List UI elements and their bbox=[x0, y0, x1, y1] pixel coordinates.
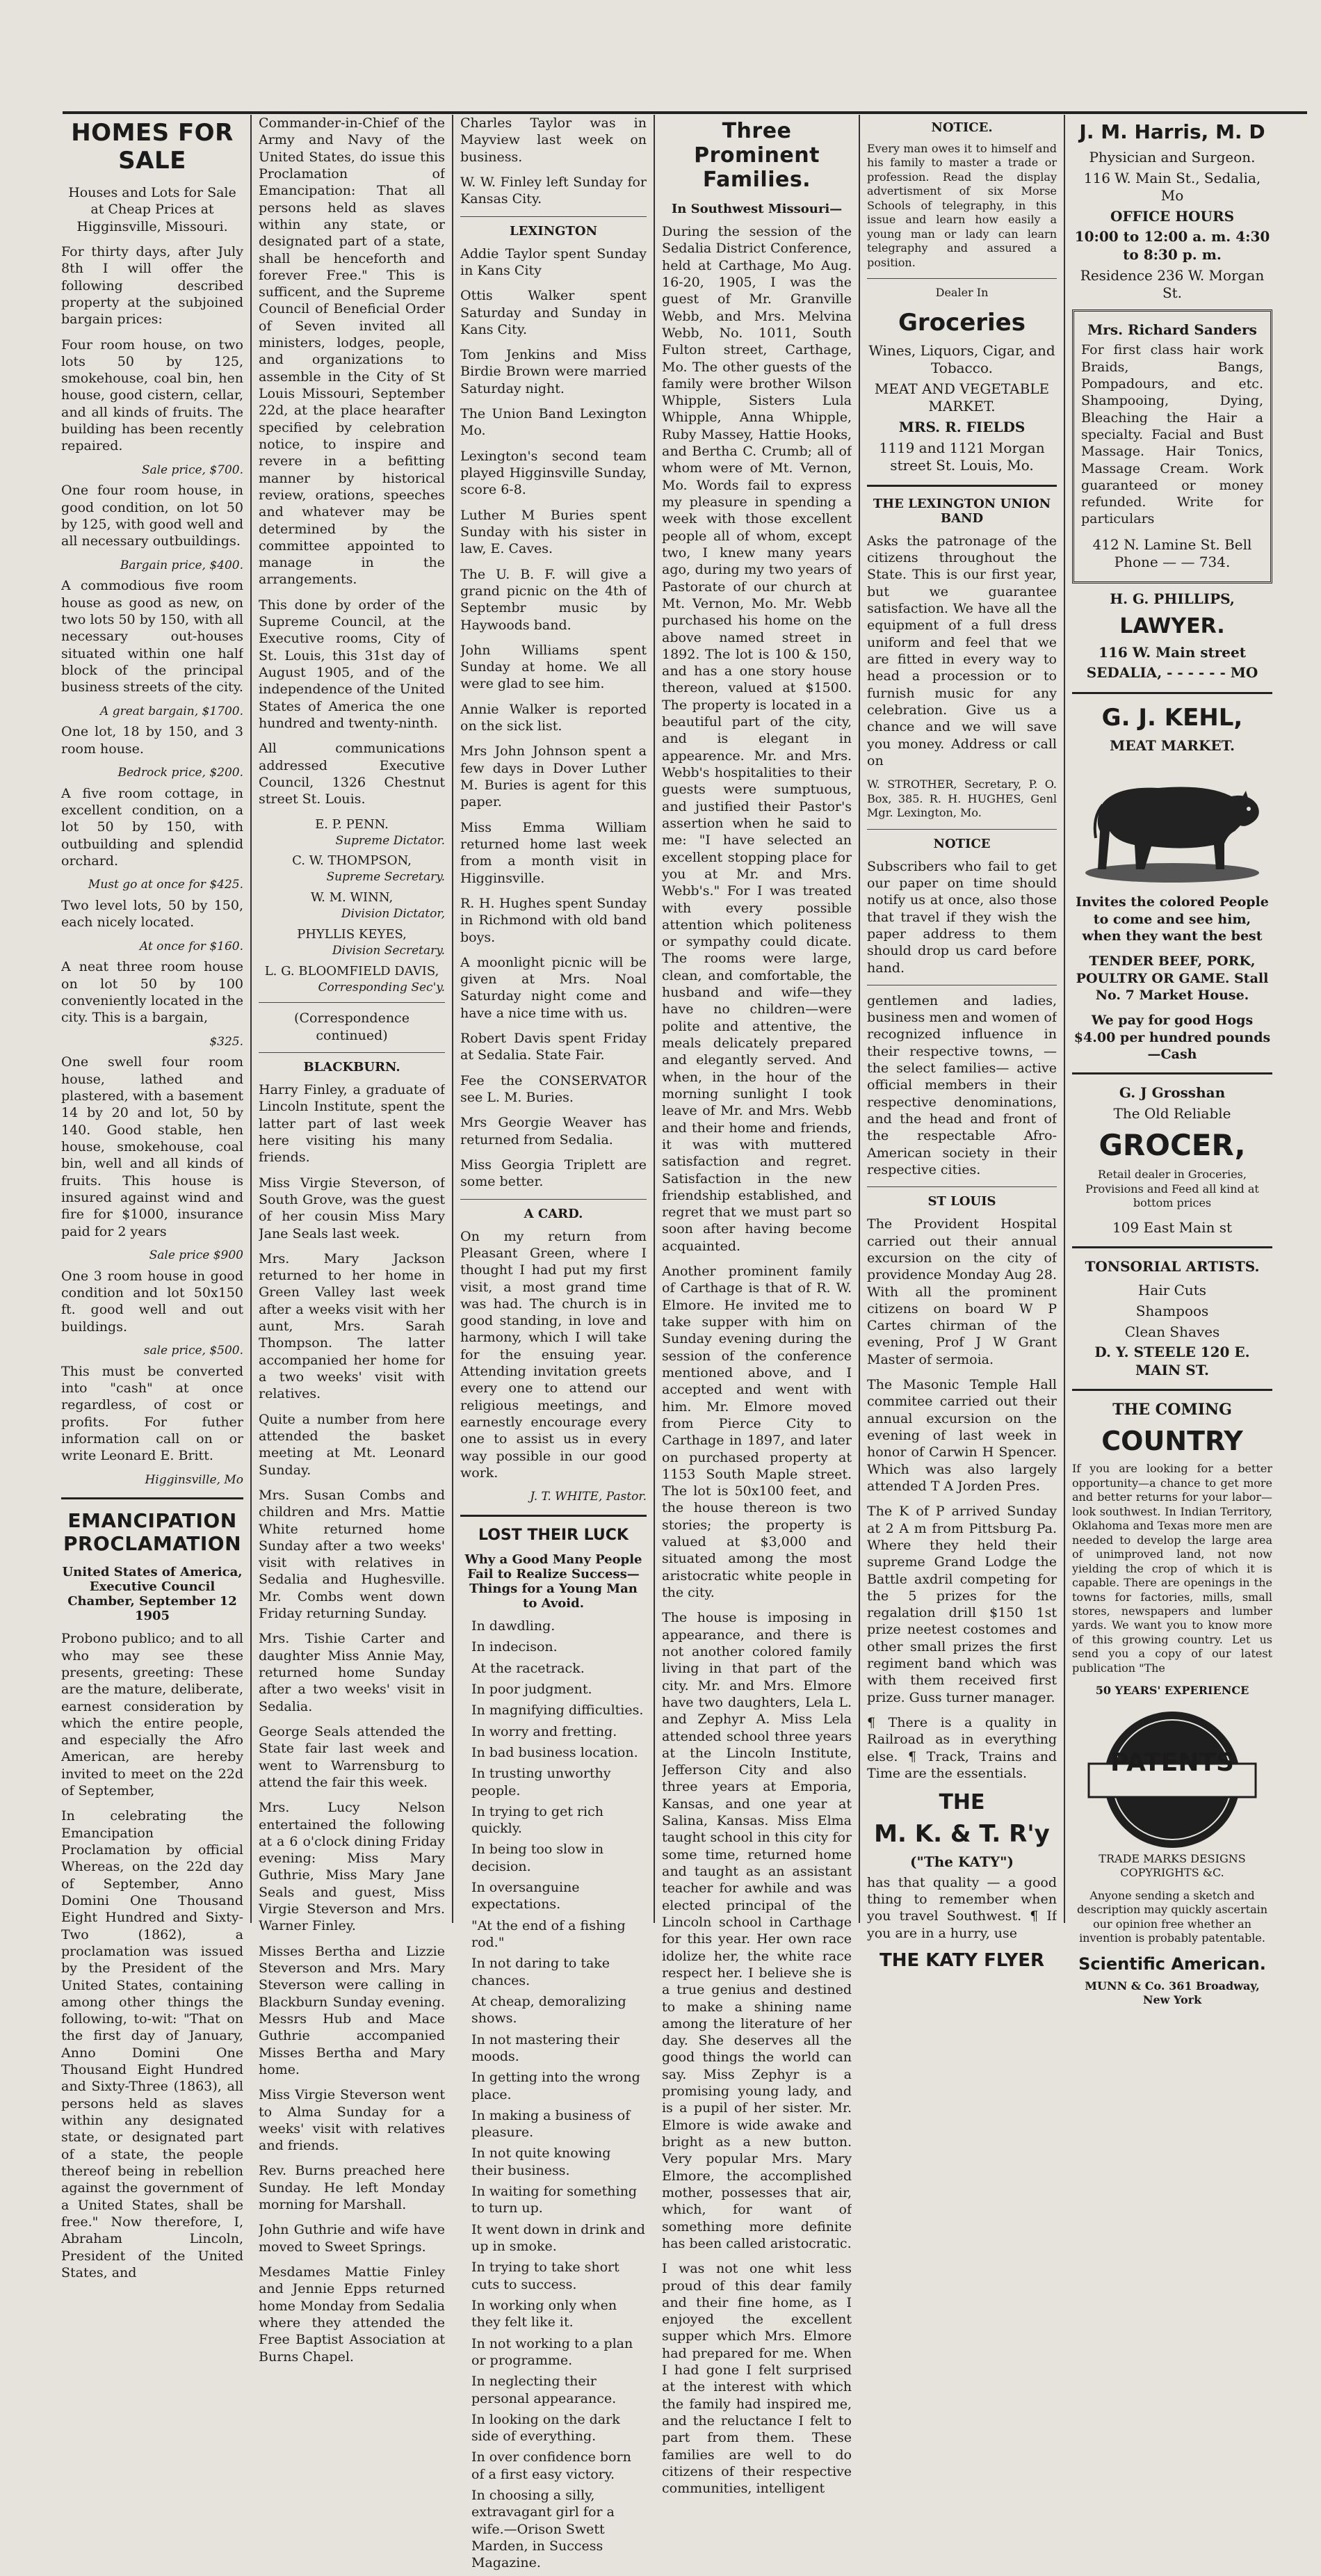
column-rule bbox=[452, 115, 453, 1923]
hair-address: 412 N. Lamine St. Bell Phone — — 734. bbox=[1092, 536, 1252, 571]
card-text: On my return from Pleasant Green, where I thought I had put my first visit, a most grand time was had. The church is in good standing, in love and harmony, which I will take for the ensuing year. Attending invitation greets every one to attend our religious meetings, and earnestly encourage every one to assist us in every way possible in our good work. bbox=[460, 1228, 647, 1481]
blackburn-title: BLACKBURN. bbox=[303, 1060, 400, 1075]
list-item: In looking on the dark side of everything. bbox=[471, 2411, 620, 2445]
list-item: At the racetrack. bbox=[471, 1660, 585, 1676]
listing-text: A commodious five room house as good as new, on two lots 50 by 150, with all necessary out-houses situated within one half block of the principal business streets of the city. bbox=[61, 578, 243, 695]
notice-title: NOTICE bbox=[933, 836, 991, 851]
listing-text: A neat three room house on lot 50 by 100 conveniently located in the city. This is a bargain, bbox=[61, 959, 243, 1026]
list-item: In waiting for something to turn up. bbox=[471, 2184, 637, 2216]
divider bbox=[867, 1186, 1057, 1187]
lawyer-title: LAWYER. bbox=[1119, 613, 1225, 638]
hours: 10:00 to 12:00 a. m. 4:30 to 8:30 p. m. bbox=[1074, 228, 1270, 263]
tonsorial-title: TONSORIAL ARTISTS. bbox=[1085, 1258, 1260, 1275]
news-item: Charles Taylor was in Mayview last week on business. bbox=[460, 115, 647, 165]
divider bbox=[1072, 1389, 1272, 1391]
luck-subtitle: Why a Good Many People Fail to Realize Success—Things for a Young Man to Avoid. bbox=[464, 1552, 642, 1611]
listing-price: Bargain price, $400. bbox=[120, 558, 243, 572]
news-item: Miss Georgia Triplett are some better. bbox=[460, 1157, 647, 1190]
card-title: A CARD. bbox=[524, 1206, 583, 1221]
list-item: In making a business of pleasure. bbox=[471, 2107, 631, 2141]
listing bbox=[61, 482, 243, 573]
news-item: Rev. Burns preached here Sunday. He left Monday morning for Marshall. bbox=[259, 2163, 445, 2213]
tonsorial-item: Shampoos bbox=[1135, 1302, 1209, 1319]
signer-title: Supreme Dictator. bbox=[335, 833, 445, 848]
article-paragraph: Another prominent family of Carthage is that of R. W. Elmore. He invited me to take supper with him on Sunday evening during the session of the conference mentioned above, and I accepted and went with him. Mr. Elmore moved from Pierce City to Carthage in 1897, and later on purchased property at 1153 South Maple street. The lot is 50x100 feet, and the house thereon is two stories; the property is valued at $3,000 and situated among the most aristocratic white people in the city. bbox=[662, 1264, 852, 1600]
hours-title: OFFICE HOURS bbox=[1110, 207, 1235, 225]
divider bbox=[1072, 1072, 1272, 1074]
grocer-address: 109 East Main st bbox=[1112, 1218, 1233, 1236]
list-item: In trying to get rich quickly. bbox=[471, 1803, 603, 1837]
listing bbox=[61, 897, 243, 954]
list-item: In over confidence born of a first easy victory. bbox=[471, 2449, 631, 2482]
news-item: John Williams spent Sunday at home. We all were glad to see him. bbox=[460, 642, 647, 692]
luck-list bbox=[460, 1618, 647, 2572]
divider bbox=[259, 1052, 445, 1053]
munn-address: MUNN & Co. 361 Broadway, New York bbox=[1085, 1979, 1260, 2007]
country-heading: COUNTRY bbox=[1101, 1426, 1243, 1457]
listing-text: One 3 room house in good condition and lot 50x150 ft. good well and out buildings. bbox=[61, 1268, 243, 1335]
news-item: Lexington's second team played Higginsville Sunday, score 6-8. bbox=[460, 448, 647, 498]
grocery-address: 1119 and 1121 Morgan street St. Louis, Mo. bbox=[879, 439, 1045, 474]
list-item: In poor judgment. bbox=[471, 1681, 592, 1697]
mkt-the: THE bbox=[939, 1790, 985, 1815]
news-item: The Provident Hospital carried out their annual excursion on the city of providence Monday Aug 28. With all the prominent citizens on board W P Cartes chirman of the evening, Prof J W Grant Master of sermoia. bbox=[867, 1216, 1057, 1367]
news-item: Harry Finley, a graduate of Lincoln Institute, spent the latter part of last week here visiting his many friends. bbox=[259, 1082, 445, 1166]
notice-title: NOTICE. bbox=[931, 120, 993, 135]
signer bbox=[259, 816, 445, 849]
divider bbox=[61, 1497, 243, 1499]
signer-title: Division Dictator, bbox=[341, 907, 445, 921]
list-item: "At the end of a fishing rod." bbox=[471, 1917, 626, 1950]
news-item: Tom Jenkins and Miss Birdie Brown were married Saturday night. bbox=[460, 347, 647, 396]
signer-title: Supreme Secretary. bbox=[326, 870, 445, 885]
grocer-heading: GROCER, bbox=[1099, 1128, 1246, 1163]
news-item: Miss Virgie Steverson, of South Grove, was the guest of her cousin Miss Mary Jane Seals last week. bbox=[259, 1175, 445, 1241]
list-item: In choosing a silly, extravagant girl for a wife.—Orison Swett Marden, in Success Magazine. bbox=[471, 2488, 615, 2571]
mkt-railway: M. K. & T. R'y bbox=[874, 1820, 1050, 1849]
emancipation-title: EMANCIPATION PROCLAMATION bbox=[63, 1509, 242, 1556]
grocery-owner: MRS. R. FIELDS bbox=[898, 419, 1026, 436]
column-lexington bbox=[460, 115, 647, 2576]
news-item: Mrs. Lucy Nelson entertained the following at a 6 o'clock dining Friday evening: Miss Mary Guthrie, Miss Mary Jane Seals and guest, Miss Virgie Steverson and Mrs. Warner Finley. bbox=[259, 1800, 445, 1934]
lawyer-name: H. G. PHILLIPS, bbox=[1110, 590, 1235, 607]
list-item: In not mastering their moods. bbox=[471, 2031, 619, 2064]
meat-name: G. J. KEHL, bbox=[1101, 703, 1243, 732]
list-item: In working only when they felt like it. bbox=[471, 2297, 617, 2331]
listing-price: sale price, $500. bbox=[143, 1343, 243, 1358]
homes-note: This must be converted into "cash" at once regardless, of cost or profits. For futher information call on or write Leonard E. Britt. bbox=[61, 1363, 243, 1464]
listing-text: One four room house, in good condition, on lot 50 by 125, with good well and all necessary outbuildings. bbox=[61, 483, 243, 549]
signer-name: L. G. BLOOMFIELD DAVIS, bbox=[264, 963, 439, 979]
list-item: In not quite knowing their business. bbox=[471, 2146, 611, 2178]
article-paragraph: During the session of the Sedalia District Conference, held at Carthage, Mo Aug. 16-20, 1905, I was the guest of Mr. Granville Webb, and Mrs. Melvina Webb, No. 1011, South Fulton street, Carthage, Mo. The other guests of the family were brother Wilson Whipple, Sisters Lula Whipple, Anna Whipple, Ruby Massey, Hattie Hooks, and Bertha C. Crumb; all of whom were of Mt. Vernon, Mo. Words fail to express my pleasure in spending a week with those excellent people all of whom, except two, I knew many years ago, during my two years of Pastorate of our church at Mt. Vernon, Mo. Mr. Webb purchased his home on the above named street in 1892. The lot is 100 & 150, and has a one story house thereon, valued at $1500. The property is located in a beautiful part of the city, and is elegant in appearence. Mr. and Mrs. Webb's hospitalities to their guests were sumptuous, and justified their Pastor's assertion when he said to me: "I have selected an excellent stopping place for you at Mr. and Mrs. Webb's." For I was treated with every possible attention which politeness or sympathy could dicate. The rooms were large, clean, and comfortable, the husband and wife—they have no children—were polite and attentive, the meals delicately prepared and elegantly served. And when, in the hour of the morning sunlight I took leave of Mr. and Mrs. Webb and their home and friends, it was with muttered satisfaction and regret. Satisfaction in the new friendship established, and regret that we must part so soon after having become acquainted. bbox=[662, 224, 852, 1254]
meat-hogs: We pay for good Hogs $4.00 per hundred pounds—Cash bbox=[1073, 1013, 1271, 1062]
proclamation-p2: This done by order of the Supreme Council, at the Executive rooms, City of St. Louis, this 31st day of August 1905, and of the independence of the United States of America the one hundred and twenty-ninth. bbox=[259, 597, 445, 731]
katy-flyer: THE KATY FLYER bbox=[879, 1950, 1045, 1972]
list-item: In dawdling. bbox=[471, 1618, 556, 1634]
proclamation-p1: Commander-in-Chief of the Army and Navy of the United States, do issue this Proclamation of Emancipation: That all persons held as slaves within any state, or designated part of a state, shall be henceforth and forever Free." This is sufficent, and the Supreme Council of Beneficial Order of Seven invited all ministers, lodges, people, and organizations to assemble in the City of St Louis Missouri, September 22d, at the place hearafter specified by celebration notice, to inspire and revere in a befitting manner by historical review, orations, speeches and whatever may be determined by the committee appointed to manage in the arrangements. bbox=[259, 115, 445, 588]
news-item: Robert Davis spent Friday at Sedalia. State Fair. bbox=[460, 1031, 647, 1063]
emancipation-p2: In celebrating the Emancipation Proclamation by official Whereas, on the 22d day of September, Anno Domini One Thousand Eight Hundred and Sixty-Two (1862), a proclamation was issued by the President of the United States, containing among other things the following, to-wit: "That on the first day of January, Anno Domini One Thousand Eight Hundred and Sixty-Three (1863), all persons held as slaves within any designated state, or designated part of a state, the people thereof being in rebellion against the government of a United States, shall be free." Now therefore, I, Abraham Lincoln, President of the United States, and bbox=[61, 1808, 243, 2280]
article-paragraph: The house is imposing in appearance, and there is not another colored family living in that part of the city. Mr. and Mrs. Elmore have two daughters, Lela L. and Zephyr A. Miss Lela attended school three years at the Lincoln Institute, Jefferson City and also three years at Emporia, Kansas, and one year at Salina, Kansas. Miss Elma taught school in this city for some time, returned home and taught as an assistant teacher for awhile and was elected principal of the Lincoln school in Carthage for this year. Her own race idolize her, the white race respect her. I believe she is a true genius and destined to make a shining name among the literature of her day. She deserves all the good things the world can say. Miss Zephyr is a promising young lady, and is a pupil of her sister. Mr. Elmore is wide awake and bright as a new button. Very popular Mrs. Mary Elmore, the accomplished mother, possesses that air, which, for want of something more definite has been called aristocratic. bbox=[662, 1610, 852, 2251]
list-item: In bad business location. bbox=[471, 1744, 638, 1760]
grocery-dealer: Dealer In bbox=[935, 286, 989, 300]
divider bbox=[460, 1515, 647, 1517]
list-item: In worry and fretting. bbox=[471, 1723, 617, 1739]
band-signature: W. STROTHER, Secretary, P. O. Box, 385. R. H. HUGHES, Genl Mgr. Lexington, Mo. bbox=[867, 778, 1057, 820]
listing bbox=[61, 1054, 243, 1263]
listing-text: Two level lots, 50 by 150, each nicely located. bbox=[61, 898, 243, 931]
listing-text: One swell four room house, lathed and plastered, with a basement 14 by 20 and lot, 50 by 140. Good stable, hen house, smokehouse, coal bin, well and all kinds of fruits. This house is insured against wind and fire for $1000, insurance paid for 2 years bbox=[61, 1054, 243, 1239]
list-item: In oversanguine expectations. bbox=[471, 1880, 580, 1913]
grocer-subtitle: The Old Reliable bbox=[1113, 1104, 1231, 1122]
listing bbox=[61, 958, 243, 1049]
list-item: In getting into the wrong place. bbox=[471, 2070, 640, 2102]
news-item: Miss Virgie Steverson went to Alma Sunday for a weeks' visit with relatives and friends. bbox=[259, 2087, 445, 2154]
column-rule bbox=[859, 115, 860, 1923]
listing-price: At once for $160. bbox=[139, 939, 243, 953]
patents-years: 50 YEARS' EXPERIENCE bbox=[1095, 1684, 1249, 1698]
column-ads bbox=[1072, 115, 1272, 2016]
tonsorial-address: D. Y. STEELE 120 E. MAIN ST. bbox=[1094, 1344, 1250, 1378]
signer bbox=[259, 926, 445, 959]
lawyer-city: SEDALIA, - - - - - - MO bbox=[1086, 664, 1258, 682]
band-text: Asks the patronage of the citizens throughout the State. This is our first year, but we guarantee satisfaction. We have all the equipment of a full dress uniform and feel that we are fitted in every way to head a procession or to furnish music for any celebration. Give us a chance and we will save you money. Address or call on bbox=[867, 533, 1057, 768]
news-item: Ottis Walker spent Saturday and Sunday in Kans City. bbox=[460, 288, 647, 337]
list-item: In neglecting their personal appearance. bbox=[471, 2374, 617, 2406]
tonsorial-item: Hair Cuts bbox=[1137, 1282, 1207, 1299]
column-rule bbox=[654, 115, 655, 1923]
doctor-title: Physician and Surgeon. bbox=[1089, 149, 1256, 166]
divider bbox=[460, 216, 647, 217]
signer-title: Division Secretary. bbox=[332, 943, 445, 958]
signer bbox=[259, 853, 445, 885]
column-proclamation bbox=[259, 115, 445, 2374]
list-item: In trying to take short cuts to success. bbox=[471, 2260, 619, 2292]
listing bbox=[61, 337, 243, 478]
scientific-american: Scientific American. bbox=[1078, 1954, 1266, 1974]
listing-price: Sale price, $700. bbox=[141, 462, 243, 477]
cow-illustration bbox=[1072, 762, 1272, 887]
grocery-wines: Wines, Liquors, Cigar, and Tobacco. bbox=[868, 341, 1055, 377]
article-paragraph: I was not one whit less proud of this dear family and their fine home, as I enjoyed the excellent supper which Mrs. Elmore had prepared for me. When I had gone I felt surprised at the interest with which the family had inspired me, and the reluctance I felt to part from them. These families are well to do citizens of their respective communities, intelligent bbox=[662, 2261, 852, 2497]
news-item: Quite a number from here attended the basket meeting at Mt. Leonard Sunday. bbox=[259, 1411, 445, 1478]
news-item: ¶ There is a quality in Railroad as in everything else. ¶ Track, Trains and Time are the essentials. bbox=[867, 1715, 1057, 1781]
news-item: Mrs. Mary Jackson returned to her home in Green Valley last week after a weeks visit with her aunt, Mrs. Sarah Thompson. The latter accompanied her home for a two weeks' visit with relatives. bbox=[259, 1250, 445, 1402]
homes-intro: For thirty days, after July 8th I will offer the following described property at the subjoined bargain prices: bbox=[61, 243, 243, 328]
luck-title: LOST THEIR LUCK bbox=[478, 1527, 629, 1544]
news-item: Addie Taylor spent Sunday in Kans City bbox=[460, 245, 647, 278]
news-item: Annie Walker is reported on the sick list. bbox=[460, 701, 647, 734]
listing-price: Sale price $900 bbox=[149, 1248, 243, 1262]
notice-text: Every man owes it to himself and his family to master a trade or profession. Read the display advertisment of six Morse Schools of telegraphy, in this issue and learn how easily a young man or lady can learn telegraphy and assured a position. bbox=[867, 142, 1057, 269]
news-item: Mrs. Tishie Carter and daughter Miss Annie May, returned home Sunday after a two weeks' visit in Sedalia. bbox=[259, 1631, 445, 1714]
column-families bbox=[662, 115, 852, 2506]
signer-name: E. P. PENN. bbox=[315, 816, 389, 832]
emancipation-header: United States of America, Executive Council Chamber, September 12 1905 bbox=[62, 1565, 243, 1624]
list-item: In indecison. bbox=[471, 1639, 558, 1655]
column-notices bbox=[867, 115, 1057, 1977]
signer bbox=[259, 963, 445, 996]
mkt-katy: ("The KATY") bbox=[909, 1853, 1014, 1871]
signer bbox=[259, 889, 445, 922]
listing-text: A five room cottage, in excellent condition, on a lot 50 by 150, with outbuilding and splendid orchard. bbox=[61, 785, 243, 869]
news-item: A moonlight picnic will be given at Mrs. Noal Saturday night come and have a nice time with us. bbox=[460, 954, 647, 1021]
families-title: Three Prominent Families. bbox=[694, 119, 820, 192]
listing-price: A great bargain, $1700. bbox=[100, 704, 243, 718]
signer-title: Corresponding Sec'y. bbox=[318, 980, 445, 995]
news-item: The Masonic Temple Hall commitee carried out their annual excursion on the evening of last week in honor of Carwin H Spencer. Which was also largely attended T A Jorden Pres. bbox=[867, 1377, 1057, 1494]
listing-price: Must go at once for $425. bbox=[88, 878, 243, 892]
doctor-address: 116 W. Main St., Sedalia, Mo bbox=[1083, 169, 1261, 204]
mkt-text: has that quality — a good thing to remember when you travel Southwest. ¶ If you are in a hurry, use bbox=[867, 1874, 1057, 1941]
meat-title: MEAT MARKET. bbox=[1110, 736, 1235, 754]
listing bbox=[61, 785, 243, 893]
news-item: George Seals attended the State fair last week and went to Warrensburg to attend the fair this week. bbox=[259, 1723, 445, 1790]
divider bbox=[259, 1002, 445, 1003]
news-item: W. W. Finley left Sunday for Kansas City. bbox=[460, 174, 647, 207]
list-item: In not working to a plan or programme. bbox=[471, 2335, 633, 2368]
emancipation-p1: Probono publico; and to all who may see these presents, greeting: These are the mature, deliberate, earnest consideration by which the entire people, and especially the Afro American, are hereby invited to meet on the 22d of September, bbox=[61, 1631, 243, 1799]
stlouis-title: ST LOUIS bbox=[927, 1194, 996, 1209]
meat-items: TENDER BEEF, PORK, POULTRY OR GAME. Stall No. 7 Market House. bbox=[1076, 953, 1269, 1003]
list-item: In trusting unworthy people. bbox=[471, 1766, 611, 1798]
column-homes bbox=[61, 115, 243, 2289]
news-item: John Guthrie and wife have moved to Sweet Springs. bbox=[259, 2222, 445, 2255]
patents-marks: TRADE MARKS DESIGNS COPYRIGHTS &C. bbox=[1099, 1851, 1246, 1880]
list-item: At cheap, demoralizing shows. bbox=[471, 1993, 626, 2027]
listing-text: One lot, 18 by 150, and 3 room house. bbox=[61, 724, 243, 757]
news-item: Luther M Buries spent Sunday with his sister in law, E. Caves. bbox=[460, 507, 647, 557]
list-item: It went down in drink and up in smoke. bbox=[471, 2221, 645, 2254]
list-item: In not daring to take chances. bbox=[471, 1956, 610, 1988]
grocery-meat: MEAT AND VEGETABLE MARKET. bbox=[874, 380, 1050, 415]
listing-price: Bedrock price, $200. bbox=[117, 766, 243, 780]
homes-sign: Higginsville, Mo bbox=[145, 1472, 243, 1487]
residence: Residence 236 W. Morgan St. bbox=[1080, 266, 1265, 302]
tonsorial-item: Clean Shaves bbox=[1124, 1323, 1220, 1340]
list-item: In being too slow in decision. bbox=[471, 1842, 604, 1874]
coming-title: THE COMING bbox=[1112, 1401, 1232, 1419]
listing bbox=[61, 1268, 243, 1359]
news-item: The Union Band Lexington Mo. bbox=[460, 406, 647, 439]
listing-text: Four room house, on two lots 50 by 125, smokehouse, coal bin, hen house, good cistern, cellar, and all kinds of fruits. The building has been recently repaired. bbox=[61, 337, 243, 454]
news-item: Mrs. Susan Combs and children and Mrs. Mattie White returned home Sunday after a two weeks' visit with relatives in Sedalia and Hughesville. Mr. Combs went down Friday returning Sunday. bbox=[259, 1487, 445, 1622]
notice-text: Subscribers who fail to get our paper on time should notify us at once, also those that travel if they wish the paper address to them should drop us card before hand. bbox=[867, 858, 1057, 976]
hair-ad bbox=[1072, 309, 1272, 583]
band-title: THE LEXINGTON UNION BAND bbox=[873, 496, 1051, 526]
news-item: The U. B. F. will give a grand picnic on the 4th of Septembr music by Haywoods band. bbox=[460, 566, 647, 633]
meat-text: Invites the colored People to come and see him, when they want the best bbox=[1076, 894, 1269, 944]
proclamation-p3: All communications addressed Executive Council, 1326 Chestnut street St. Louis. bbox=[259, 741, 445, 807]
grocer-text: Retail dealer in Groceries, Provisions and Feed all kind at bottom prices bbox=[1085, 1168, 1259, 1210]
news-item: Mesdames Mattie Finley and Jennie Epps returned home Monday from Sedalia where they attended the Free Baptist Association at Burns Chapel. bbox=[259, 2264, 445, 2365]
news-item: Mrs Georgie Weaver has returned from Sedalia. bbox=[460, 1115, 647, 1148]
lexington-title: LEXINGTON bbox=[509, 223, 598, 239]
signer-name: C. W. THOMPSON, bbox=[292, 853, 412, 869]
listing bbox=[61, 577, 243, 719]
listing-price: $325. bbox=[209, 1034, 243, 1049]
families-continued: gentlemen and ladies, business men and women of recognized influence in their respective towns, —the select families— active official members in their respective denominations, and the head and front of the respectable Afro-American society in their respective cities. bbox=[867, 992, 1057, 1177]
listing bbox=[61, 723, 243, 780]
families-subtitle: In Southwest Missouri— bbox=[671, 202, 843, 216]
lawyer-address: 116 W. Main street bbox=[1099, 643, 1246, 661]
doctor-name: J. M. Harris, M. D bbox=[1079, 120, 1265, 143]
grocer-name: G. J Grosshan bbox=[1119, 1084, 1226, 1102]
homes-subtitle: Houses and Lots for Sale at Cheap Prices at Higginsville, Missouri. bbox=[68, 185, 236, 234]
patents-heading: PATENTS bbox=[1110, 1748, 1234, 1777]
signer-name: PHYLLIS KEYES, bbox=[297, 926, 407, 942]
hair-name: Mrs. Richard Sanders bbox=[1087, 321, 1257, 338]
patents-text: Anyone sending a sketch and description may quickly ascertain our opinion free whether an invention is probably patentable. bbox=[1076, 1888, 1268, 1945]
country-text: If you are looking for a better opportunity—a chance to get more and better returns for your labor—look southwest. In Indian Territory, Oklahoma and Texas more men are needed to develop the large area of unimproved land, not now yielding the crop of which it is capable. There are openings in the towns for factories, mills, small stores, newspapers and lumber yards. We want you to know more of this growing country. Let us send you a copy of our latest publication "The bbox=[1072, 1462, 1272, 1675]
card-sign: J. T. WHITE, Pastor. bbox=[530, 1490, 647, 1504]
divider bbox=[1072, 1246, 1272, 1248]
correspondence-note: (Correspondence continued) bbox=[294, 1011, 410, 1043]
news-item: R. H. Hughes spent Sunday in Richmond with old band boys. bbox=[460, 895, 647, 945]
hair-text: For first class hair work Braids, Bangs, Pompadours, and etc. Shampooing, Dying, Bleaching the Hair a specialty. Facial and Bust Massage. Hair Tonics, Massage Cream. Work guaranteed or money refunded. Write for particulars bbox=[1081, 342, 1263, 527]
column-rule bbox=[1064, 115, 1065, 1923]
column-rule bbox=[250, 115, 252, 1923]
divider bbox=[1072, 692, 1272, 694]
top-rule bbox=[63, 111, 1307, 114]
news-item: The K of P arrived Sunday at 2 A m from Pittsburg Pa. Where they held their supreme Grand Lodge the Battle axdril competing for the 5 prizes for the regalation drill $150 1st prize neetest costomes and other small prizes the first regiment band which was with them received first prize. Guss turner manager. bbox=[867, 1504, 1057, 1705]
grocery-heading: Groceries bbox=[898, 308, 1026, 337]
divider bbox=[867, 829, 1057, 830]
divider bbox=[867, 278, 1057, 279]
news-item: Misses Bertha and Lizzie Steverson and Mrs. Mary Steverson were calling in Blackburn Sunday evening. Messrs Hub and Mace Guthrie accompanied Misses Bertha and Mary home. bbox=[259, 1943, 445, 2077]
news-item: Miss Emma William returned home last week from a month visit in Higginsville. bbox=[460, 819, 647, 886]
news-item: Fee the CONSERVATOR see L. M. Buries. bbox=[460, 1072, 647, 1105]
news-item: Mrs John Johnson spent a few days in Dover Luther M. Buries is agent for this paper. bbox=[460, 743, 647, 810]
list-item: In magnifying difficulties. bbox=[471, 1702, 644, 1718]
divider bbox=[867, 485, 1057, 487]
homes-title: HOMES FOR SALE bbox=[71, 119, 234, 175]
signer-name: W. M. WINN, bbox=[310, 890, 394, 905]
divider bbox=[460, 1199, 647, 1200]
